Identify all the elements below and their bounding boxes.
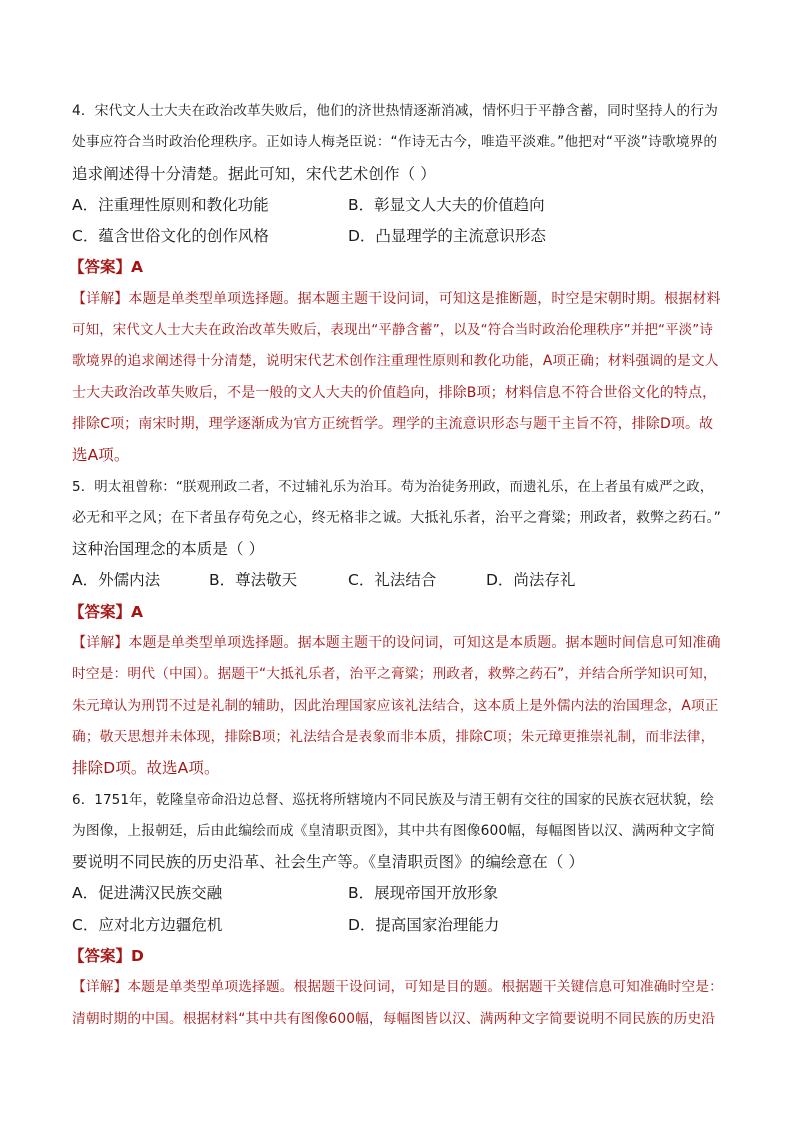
explanation-line: 排除D项。故选A项。 — [72, 759, 220, 778]
explanation-line: 【详解】本题是单类型单项选择题。据本题主题干的设问词，可知这是本质题。据本题时间信息可知准确 — [72, 635, 721, 652]
question-5 — [69, 472, 724, 785]
option-d: D．尚法存礼 — [486, 571, 576, 590]
question-stem-line: 6．1751年，乾隆皇帝命沿边总督、巡抚将所辖境内不同民族及与清王朝有交往的国家的民族衣冠状貌，绘 — [72, 791, 714, 808]
question-6 — [69, 785, 724, 1035]
answer-label: 【答案】 — [69, 602, 132, 621]
explanation-line: 时空是：明代（中国）。据题干“大抵礼乐者，治平之膏粱；刑政者，救弊之药石”，并结合所学知识可知， — [72, 666, 717, 683]
explanation-line: 朱元璋认为刑罚不过是礼制的辅助，因此治理国家应该礼法结合，这本质上是外儒内法的治国理念，A项正 — [72, 697, 719, 714]
explanation-line: 排除C项；南宋时期，理学逐渐成为官方正统哲学。理学的主流意识形态与题干主旨不符，排除D项。故 — [72, 415, 714, 432]
question-4 — [69, 96, 724, 472]
question-stem-line: 必无和平之风；在下者虽存苟免之心，终无格非之诚。大抵礼乐者，治平之膏粱；刑政者，救弊之药石。” — [72, 509, 721, 526]
option-a: A．促进满汉民族交融 — [72, 884, 223, 903]
explanation-line: 【详解】本题是单类型单项选择题。根据题干设问词，可知是目的题。根据题干关键信息可知准确时空是： — [72, 979, 723, 996]
explanation-line: 确；敬天思想并未体现，排除B项；礼法结合是表象而非本质，排除C项；朱元璋更推崇礼制，而非法律， — [72, 728, 715, 745]
explanation-line: 歌境界的追求阐述得十分清楚，说明宋代艺术创作注重理性原则和教化功能，A项正确；材料强调的是文人 — [72, 353, 719, 370]
options-row — [72, 910, 724, 941]
explanation-line: 【详解】本题是单类型单项选择题。据本题主题干设问词，可知这是推断题，时空是宋朝时期。根据材料 — [72, 290, 721, 307]
option-b: B．展现帝国开放形象 — [348, 884, 499, 903]
answer-value: D — [131, 947, 144, 966]
question-stem-line: 要说明不同民族的历史沿革、社会生产等。《皇清职贡图》的编绘意在（ ） — [72, 853, 585, 872]
question-stem-line: 为图像，上报朝廷，后由此编绘而成《皇清职贡图》，其中共有图像600幅，每幅图皆以汉、满两种文字简 — [72, 822, 715, 839]
option-b: B．尊法敬天 — [209, 571, 298, 590]
question-stem-line: 处事应符合当时政治伦理秩序。正如诗人梅尧臣说：“作诗无古今，唯造平淡难。”他把对“平淡”诗歌境界的 — [72, 134, 718, 151]
option-d: D．提高国家治理能力 — [348, 915, 500, 934]
explanation-line: 士大夫政治改革失败后，不是一般的文人大夫的价值趋向，排除B项；材料信息不符合世俗文化的特点， — [72, 384, 717, 401]
question-stem-line: 追求阐述得十分清楚。据此可知，宋代艺术创作（ ） — [72, 164, 436, 183]
options-row — [72, 565, 724, 596]
option-a: A．外儒内法 — [72, 571, 161, 590]
option-d: D．凸显理学的主流意识形态 — [348, 227, 546, 246]
option-c: C．礼法结合 — [348, 571, 437, 590]
option-c: C．蕴含世俗文化的创作风格 — [72, 227, 269, 246]
question-stem-line: 这种治国理念的本质是（ ） — [72, 540, 265, 559]
answer-label: 【答案】 — [69, 947, 132, 966]
answer-line — [69, 597, 724, 628]
question-stem-line: 5．明太祖曾称：“朕观刑政二者，不过辅礼乐为治耳。苟为治徒务刑政，而遗礼乐，在上者虽有威严之政， — [72, 478, 714, 495]
answer-value: A — [131, 258, 144, 277]
explanation-line: 选A项。 — [72, 446, 130, 465]
explanation-line: 可知，宋代文人士大夫在政治改革失败后，表现出“平静含蓄”，以及“符合当时政治伦理秩序”并把“平淡”诗 — [72, 322, 713, 339]
option-a: A．注重理性原则和教化功能 — [72, 195, 269, 214]
answer-line — [69, 252, 724, 283]
options-row — [72, 878, 724, 909]
answer-label: 【答案】 — [69, 258, 132, 277]
answer-line — [69, 941, 724, 972]
options-row — [72, 221, 724, 252]
document-page — [69, 96, 724, 1035]
option-c: C．应对北方边疆危机 — [72, 915, 223, 934]
answer-value: A — [131, 602, 144, 621]
explanation-line: 清朝时期的中国。根据材料“其中共有图像600幅，每幅图皆以汉、满两种文字简要说明不同民族的历史沿 — [72, 1010, 716, 1027]
options-row — [72, 190, 724, 221]
question-stem-line: 4．宋代文人士大夫在政治改革失败后，他们的济世热情逐渐消减，情怀归于平静含蓄，同时坚持人的行为 — [72, 103, 718, 119]
option-b: B．彰显文人大夫的价值趋向 — [348, 195, 545, 214]
